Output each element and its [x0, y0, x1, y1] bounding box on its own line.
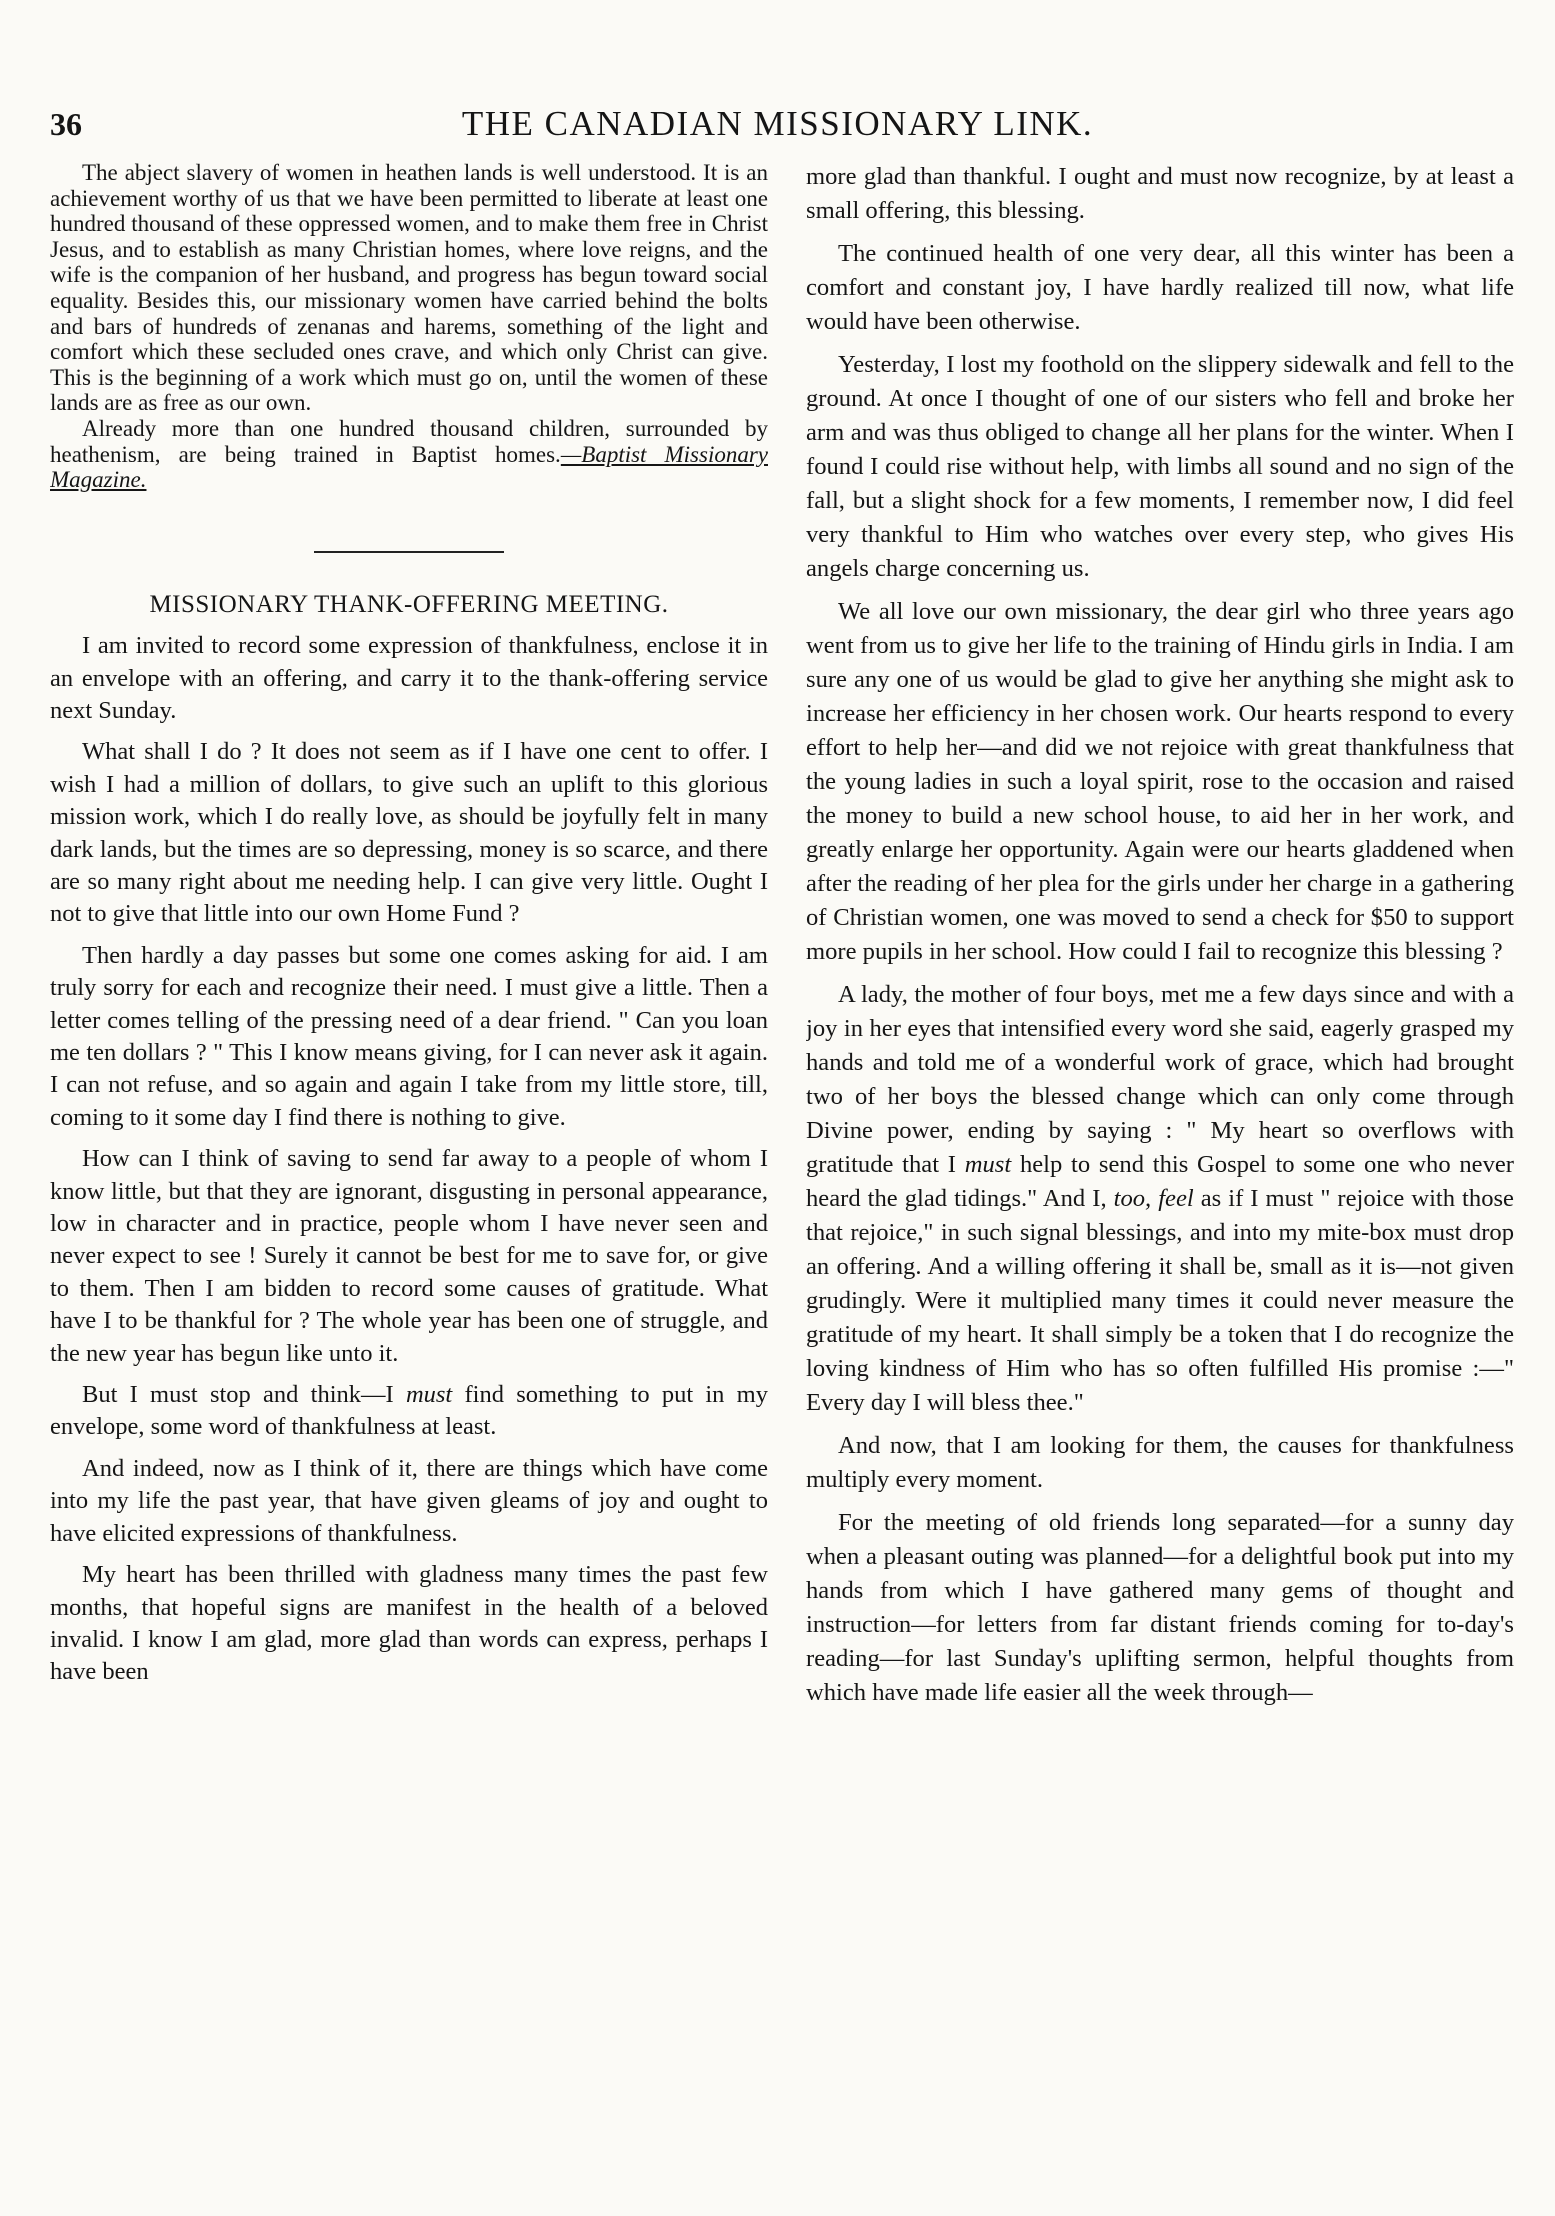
text-run: help to send this Gospel to some one who never heard the glad tidings." And I,	[806, 1151, 1514, 1212]
article-paragraph: more glad than thankful. I ought and must now recognize, by at least a small offering, this blessing.	[806, 163, 1514, 224]
text-run: But I must stop and think—I	[82, 1381, 406, 1409]
intro-source: —Baptist Missionary Magazine.	[50, 441, 768, 493]
emphasis: too, feel	[1113, 1185, 1194, 1212]
emphasis: must	[964, 1151, 1012, 1178]
article-paragraph: And indeed, now as I think of it, there are things which have come into my life the past year, that have given gleams of joy and ought to have elicited expressions of thankfulness.	[50, 1454, 768, 1547]
page-number: 36	[50, 106, 82, 142]
running-title: THE CANADIAN MISSIONARY LINK.	[461, 104, 1094, 143]
intro-paragraph: The abject slavery of women in heathen lands is well understood. It is an achievement worthy of us that we have been permitted to liberate at least one hundred thousand of these oppressed women, and to make them free in Christ Jesus, and to establish as many Christian homes, where love reigns, and the wife is the companion of her husband, and progress has begun toward social equality. Besides this, our missionary women have carried behind the bolts and bars of hundreds of zenanas and harems, something of the light and comfort which these secluded ones crave, and which only Christ can give. This is the beginning of a work which must go on, until the women of these lands are as free as our own.	[50, 160, 768, 416]
article-paragraph: Yesterday, I lost my foothold on the slippery sidewalk and fell to the ground. At once I thought of one of our sisters who fell and broke her arm and was thus obliged to change all her plans for the winter. When I found I could rise without help, with limbs all sound and no sign of the fall, but a slight shock for a few moments, I remember now, I did feel very thankful to Him who watches over every step, who gives His angels charge concerning us.	[806, 351, 1514, 582]
article-paragraph: The continued health of one very dear, all this winter has been a comfort and constant joy, I have hardly realized till now, what life would have been otherwise.	[806, 240, 1514, 335]
article-paragraph: And now, that I am looking for them, the causes for thankfulness multiply every moment.	[806, 1432, 1514, 1493]
article-paragraph: I am invited to record some expression of thankfulness, enclose it in an envelope with an offering, and carry it to the thank-offering service next Sunday.	[50, 632, 768, 724]
text-run: as if I must " rejoice with those that rejoice," in such signal blessings, and into my mite-box must drop an offering. And a willing offering it shall be, small as it is—not given grudingly. Were it multiplied many times it could never measure the gratitude of my heart. It shall simply be a token that I do recognize the loving kindness of Him who has so often fulfilled His promise :—" Every day I will bless thee."	[806, 1185, 1514, 1416]
right-column	[806, 160, 1514, 2190]
article-paragraph	[50, 1379, 768, 1444]
article-paragraph: What shall I do ? It does not seem as if I have one cent to offer. I wish I had a million of dollars, to give such an uplift to this glorious mission work, which I do really love, as should be joyfully felt in many dark lands, but the times are so depressing, money is so scarce, and there are so many right about me needing help. I can give very little. Ought I not to give that little into our own Home Fund ?	[50, 738, 768, 928]
article-heading: MISSIONARY THANK-OFFERING MEETING.	[149, 590, 669, 618]
article-paragraph: For the meeting of old friends long separated—for a sunny day when a pleasant outing was planned—for a delightful book put into my hands from which I have gathered many gems of thought and instruction—for letters from far distant friends coming for to-day's reading—for last Sunday's uplifting sermon, helpful thoughts from which have made life easier all the week through—	[806, 1509, 1514, 1706]
left-column	[50, 160, 768, 2190]
section-divider	[314, 551, 504, 553]
article-paragraph: Then hardly a day passes but some one comes asking for aid. I am truly sorry for each and recognize their need. I must give a little. Then a letter comes telling of the pressing need of a dear friend. " Can you loan me ten dollars ? " This I know means giving, for I can never ask it again. I can not refuse, and so again and again I take from my little store, till, coming to it some day I find there is nothing to give.	[50, 941, 768, 1131]
intro-text: Already more than one hundred thousand children, surrounded by heathenism, are being trained in Baptist homes.	[50, 415, 768, 467]
article-paragraph: How can I think of saving to send far away to a people of whom I know little, but that they are ignorant, disgusting in personal appearance, low in character and in practice, people whom I have never seen and never expect to see ! Surely it cannot be best for me to save for, or give to them. Then I am bidden to record some causes of gratitude. What have I to be thankful for ? The whole year has been one of struggle, and the new year has begun like unto it.	[50, 1145, 768, 1367]
intro-paragraph	[50, 416, 768, 493]
article-paragraph: My heart has been thrilled with gladness many times the past few months, that hopeful signs are manifest in the health of a beloved invalid. I know I am glad, more glad than words can express, perhaps I have been	[50, 1561, 768, 1686]
article-paragraph	[806, 978, 1514, 1420]
emphasis: must	[405, 1381, 453, 1409]
article-paragraph: We all love our own missionary, the dear girl who three years ago went from us to give her life to the training of Hindu girls in India. I am sure any one of us would be glad to give her anything she might ask to increase her efficiency in her chosen work. Our hearts respond to every effort to help her—and did we not rejoice with great thankfulness that the young ladies in such a loyal spirit, rose to the occasion and raised the money to build a new school house, to aid her in her work, and greatly enlarge her opportunity. Again were our hearts gladdened when after the reading of her plea for the girls under her charge in a gathering of Christian women, one was moved to send a check for $50 to support more pupils in her school. How could I fail to recognize this blessing ?	[806, 598, 1514, 965]
text-run: find something to put in my envelope, some word of thankfulness at least.	[50, 1381, 768, 1441]
intro-excerpt	[50, 160, 768, 493]
text-run: A lady, the mother of four boys, met me a few days since and with a joy in her eyes that intensified every word she said, eagerly grasped my hands and told me of a wonderful work of grace, which had brought two of her boys the blessed change which can only come through Divine power, ending by saying : " My heart so overflows with gratitude that I	[806, 981, 1514, 1178]
